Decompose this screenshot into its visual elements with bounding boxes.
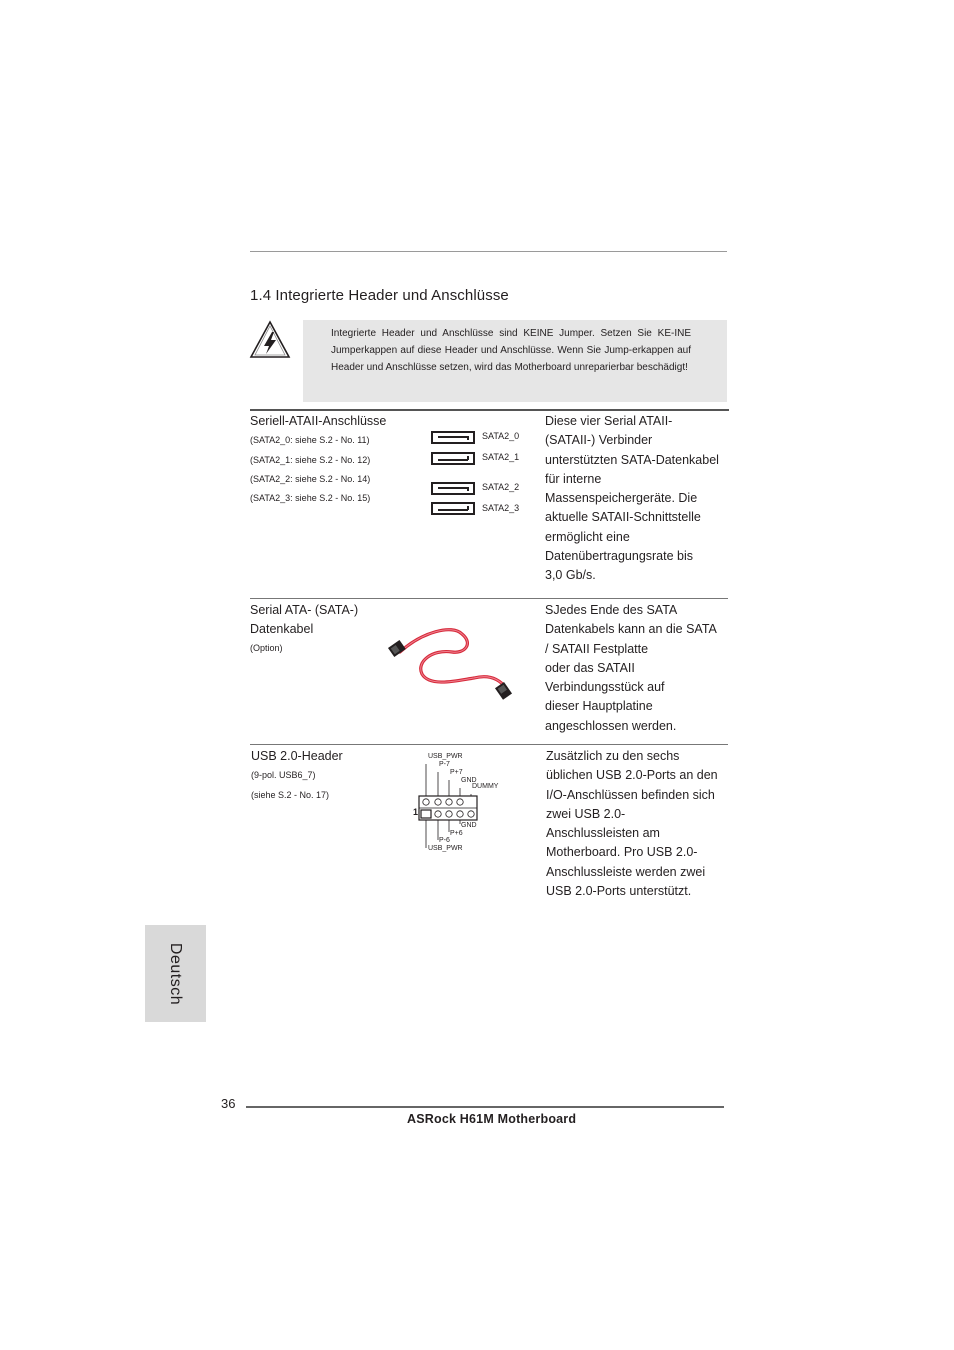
row-divider: [250, 744, 728, 745]
desc-line: Verbindungsstück auf: [545, 680, 665, 695]
footer-divider: [246, 1106, 724, 1108]
usb-sub-1: (siehe S.2 - No. 17): [251, 790, 330, 800]
pin-label: P-7: [439, 761, 450, 768]
pin-label: GND: [461, 777, 477, 784]
desc-line: für interne: [545, 471, 602, 486]
warning-triangle-icon: [249, 320, 291, 360]
pin-label: GND: [461, 822, 477, 829]
sata-ref-2: (SATA2_2: siehe S.2 - No. 14): [250, 474, 371, 484]
sata-ref-3: (SATA2_3: siehe S.2 - No. 15): [250, 493, 371, 503]
cable-title-line-1: Datenkabel: [250, 622, 314, 636]
sata-port-3: [431, 502, 475, 515]
pin-label: USB_PWR: [428, 753, 463, 760]
desc-line: Datenübertragungsrate bis: [545, 549, 694, 564]
desc-line: ermöglicht eine: [545, 529, 630, 544]
desc-line: SJedes Ende des SATA: [545, 603, 678, 617]
desc-line: 3,0 Gb/s.: [545, 568, 596, 583]
desc-line: Datenkabels kann an die SATA: [545, 622, 717, 637]
desc-line: aktuelle SATAII-Schnittstelle: [545, 510, 701, 525]
desc-line: üblichen USB 2.0-Ports an den: [546, 768, 718, 783]
usb-description: [546, 747, 731, 901]
sata-ref-0: (SATA2_0: siehe S.2 - No. 11): [250, 435, 370, 445]
desc-line: Diese vier Serial ATAII-: [545, 414, 673, 428]
pin-label: USB_PWR: [428, 845, 463, 852]
sata-port-label-1: SATA2_1: [482, 452, 520, 462]
sata-ref-1: (SATA2_1: siehe S.2 - No. 12): [250, 455, 371, 465]
desc-line: zwei USB 2.0-: [546, 806, 626, 821]
sata-port-label-2: SATA2_2: [482, 482, 520, 492]
sata-description: [545, 412, 730, 586]
cable-description: [545, 601, 730, 736]
desc-line: / SATAII Festplatte: [545, 641, 649, 656]
warning-text: Integrierte Header und Anschlüsse sind KEINE Jumper. Setzen Sie KE-INE Jumperkappen auf diese Header und Anschlüsse. Wenn Sie Jump-erkappen auf Header und Anschlüsse setzen, wird das Motherboard unreparierbar beschädigt!: [331, 328, 691, 373]
sata-port-label-0: SATA2_0: [482, 431, 520, 441]
desc-line: angeschlossen werden.: [545, 718, 677, 733]
desc-line: Motherboard. Pro USB 2.0-: [546, 845, 698, 860]
sata-port-0: [431, 431, 475, 444]
usb-sub-0: (9-pol. USB6_7): [251, 770, 316, 780]
desc-line: oder das SATAII: [545, 660, 635, 675]
language-tab-label-wrap: [145, 925, 206, 1022]
language-tab-label: Deutsch: [167, 942, 185, 1005]
desc-line: Anschlussleiste werden zwei: [546, 864, 706, 879]
pin-label: P+7: [450, 769, 463, 776]
sata-cable-illustration: [382, 622, 522, 700]
usb-title: USB 2.0-Header: [251, 749, 343, 763]
pin-one-marker: 1: [413, 807, 419, 817]
cable-note: (Option): [250, 643, 283, 653]
pin-label: P-6: [439, 837, 450, 844]
sata-port-2: [431, 482, 475, 495]
row-divider: [250, 598, 728, 599]
sata-port-label-3: SATA2_3: [482, 503, 520, 513]
cable-title-line-0: Serial ATA- (SATA-): [250, 603, 359, 617]
desc-line: dieser Hauptplatine: [545, 699, 653, 714]
desc-line: Massenspeichergeräte. Die: [545, 491, 698, 506]
desc-line: I/O-Anschlüssen befinden sich: [546, 787, 715, 802]
section-title: 1.4 Integrierte Header und Anschlüsse: [250, 287, 509, 304]
desc-line: Anschlussleisten am: [546, 826, 660, 841]
footer-product-name: ASRock H61M Motherboard: [407, 1112, 577, 1126]
usb-header-diagram: [410, 750, 530, 858]
top-divider: [250, 251, 727, 252]
desc-line: unterstützten SATA-Datenkabel: [545, 452, 719, 467]
row-divider: [250, 409, 729, 411]
desc-line: (SATAII-) Verbinder: [545, 433, 653, 448]
desc-line: USB 2.0-Ports unterstützt.: [546, 884, 692, 899]
page-number: 36: [221, 1096, 236, 1111]
pin-label: P+6: [450, 830, 463, 837]
sata-port-1: [431, 452, 475, 465]
pin-label: DUMMY: [472, 783, 499, 790]
desc-line: Zusätzlich zu den sechs: [546, 749, 680, 763]
sata-title: Seriell-ATAII-Anschlüsse: [250, 414, 387, 428]
